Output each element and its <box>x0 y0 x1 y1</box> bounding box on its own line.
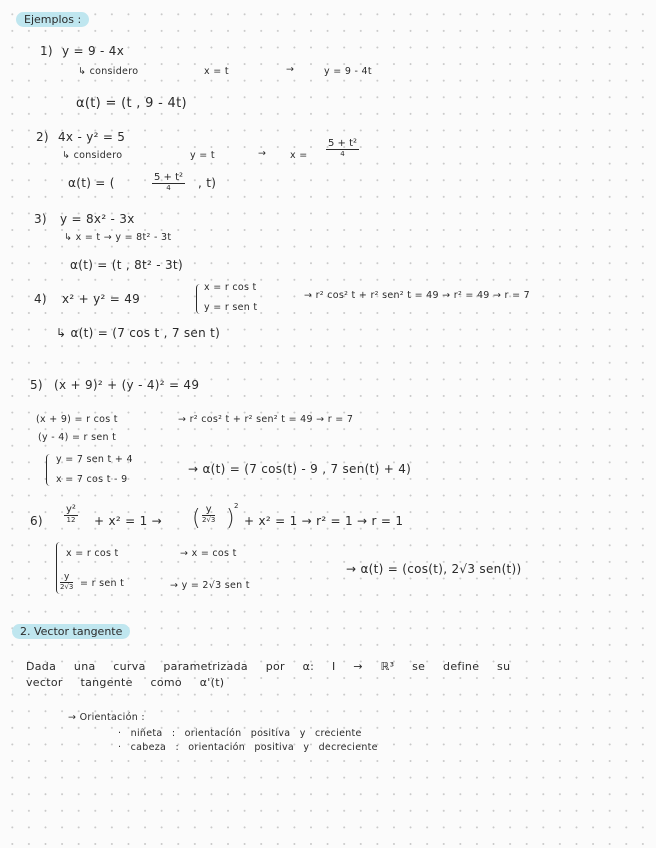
example-3-result: α(t) = (t , 8t² - 3t) <box>70 258 183 272</box>
example-6-system-x: x = r cos t <box>66 548 119 559</box>
example-6-system-y: = r sen t <box>80 578 125 589</box>
example-5-system-y: y = 7 sen t + 4 <box>56 454 133 465</box>
example-1-result: α(t) = (t , 9 - 4t) <box>76 96 187 111</box>
example-6-fraction <box>64 504 78 524</box>
definition-line-1: Dada una curva parametrizada por α: I → ℝ³ se define su <box>26 660 511 673</box>
orientation-item-1: · niñeta : orientación positiva y creciente <box>118 728 362 739</box>
example-6-paren-open: ( <box>192 506 201 531</box>
example-4-equation: x² + y² = 49 <box>62 292 141 306</box>
example-2-arrow: → <box>258 148 267 159</box>
section-heading-tangent-vector: 2. Vector tangente <box>12 624 130 639</box>
example-6-paren-numerator: y <box>202 504 215 516</box>
example-1-condition-x: x = t <box>204 66 229 77</box>
example-6-label: 6) <box>30 514 43 528</box>
example-2-fraction-numerator: 5 + t² <box>328 138 358 149</box>
example-2-consider: ↳ considero <box>62 150 123 161</box>
example-6-system-fraction <box>60 572 73 591</box>
example-5-result: → α(t) = (7 cos(t) - 9 , 7 sen(t) + 4) <box>188 462 412 476</box>
example-3-consider: ↳ x = t → y = 8t² - 3t <box>64 232 172 243</box>
example-6-system-y-result: → y = 2√3 sen t <box>170 580 250 591</box>
example-1-consider: ↳ considero <box>78 66 139 77</box>
example-6-fraction-numerator: y² <box>66 504 76 515</box>
example-4-result: ↳ α(t) = (7 cos t , 7 sen t) <box>56 326 221 340</box>
example-2-fraction <box>326 138 359 158</box>
example-6-paren-close: ) <box>226 506 235 531</box>
example-2-equation: 4x - y² = 5 <box>58 130 126 144</box>
example-6-exponent: 2 <box>234 502 239 510</box>
example-5-substitution-y: (y - 4) = r sen t <box>38 432 117 443</box>
section-heading-examples: Ejemplos : <box>16 12 89 27</box>
example-6-system-x-result: → x = cos t <box>180 548 237 559</box>
example-6-equation-end: + x² = 1 → r² = 1 → r = 1 <box>244 514 404 528</box>
example-5-substitution-x: (x + 9) = r cos t <box>36 414 118 425</box>
example-4-system-x: x = r cos t <box>204 282 257 293</box>
orientation-title: → Orientación : <box>68 712 145 723</box>
example-2-result-end: , t) <box>198 176 217 190</box>
example-6-result: → α(t) = (cos(t), 2√3 sen(t)) <box>346 562 522 576</box>
example-3-label: 3) <box>34 212 47 226</box>
example-2-condition-y: y = t <box>190 150 215 161</box>
example-6-fraction-denominator: 12 <box>66 516 76 524</box>
example-1-condition-y: y = 9 - 4t <box>324 66 372 77</box>
example-2-fraction-denominator: 4 <box>340 150 345 158</box>
example-4-derivation: → r² cos² t + r² sen² t = 49 → r² = 49 → r = 7 <box>304 290 530 301</box>
example-5-equation: (x + 9)² + (y - 4)² = 49 <box>54 378 200 392</box>
example-5-derivation: → r² cos² t + r² sen² t = 49 → r = 7 <box>178 414 354 425</box>
example-4-label: 4) <box>34 292 47 306</box>
example-4-system-brace <box>196 284 202 314</box>
example-2-result-fraction <box>152 172 185 192</box>
example-3-equation: y = 8x² - 3x <box>60 212 135 226</box>
example-6-system-fraction-numerator: y <box>60 572 73 583</box>
example-2-label: 2) <box>36 130 49 144</box>
example-2-result-numerator: 5 + t² <box>154 172 184 183</box>
example-2-result-denominator: 4 <box>166 184 171 192</box>
definition-line-2: vector tangente como α'(t) <box>26 676 225 689</box>
example-4-system-y: y = r sen t <box>204 302 258 313</box>
example-1-label: 1) <box>40 44 53 58</box>
example-6-equation-middle: + x² = 1 → <box>94 514 162 528</box>
example-6-system-fraction-denominator: 2√3 <box>60 583 74 591</box>
example-2-condition-x: x = <box>290 150 308 161</box>
example-1-arrow: → <box>286 64 295 75</box>
example-5-system-x: x = 7 cos t - 9 <box>56 474 128 485</box>
example-5-system-brace <box>46 454 52 486</box>
example-6-paren-fraction <box>202 504 215 524</box>
orientation-item-2: · cabeza : orientación positiva y decreciente <box>118 742 378 753</box>
example-6-paren-denominator: 2√3 <box>202 516 216 524</box>
example-5-label: 5) <box>30 378 43 392</box>
example-1-equation: y = 9 - 4x <box>62 44 125 58</box>
example-2-result-start: α(t) = ( <box>68 176 115 190</box>
